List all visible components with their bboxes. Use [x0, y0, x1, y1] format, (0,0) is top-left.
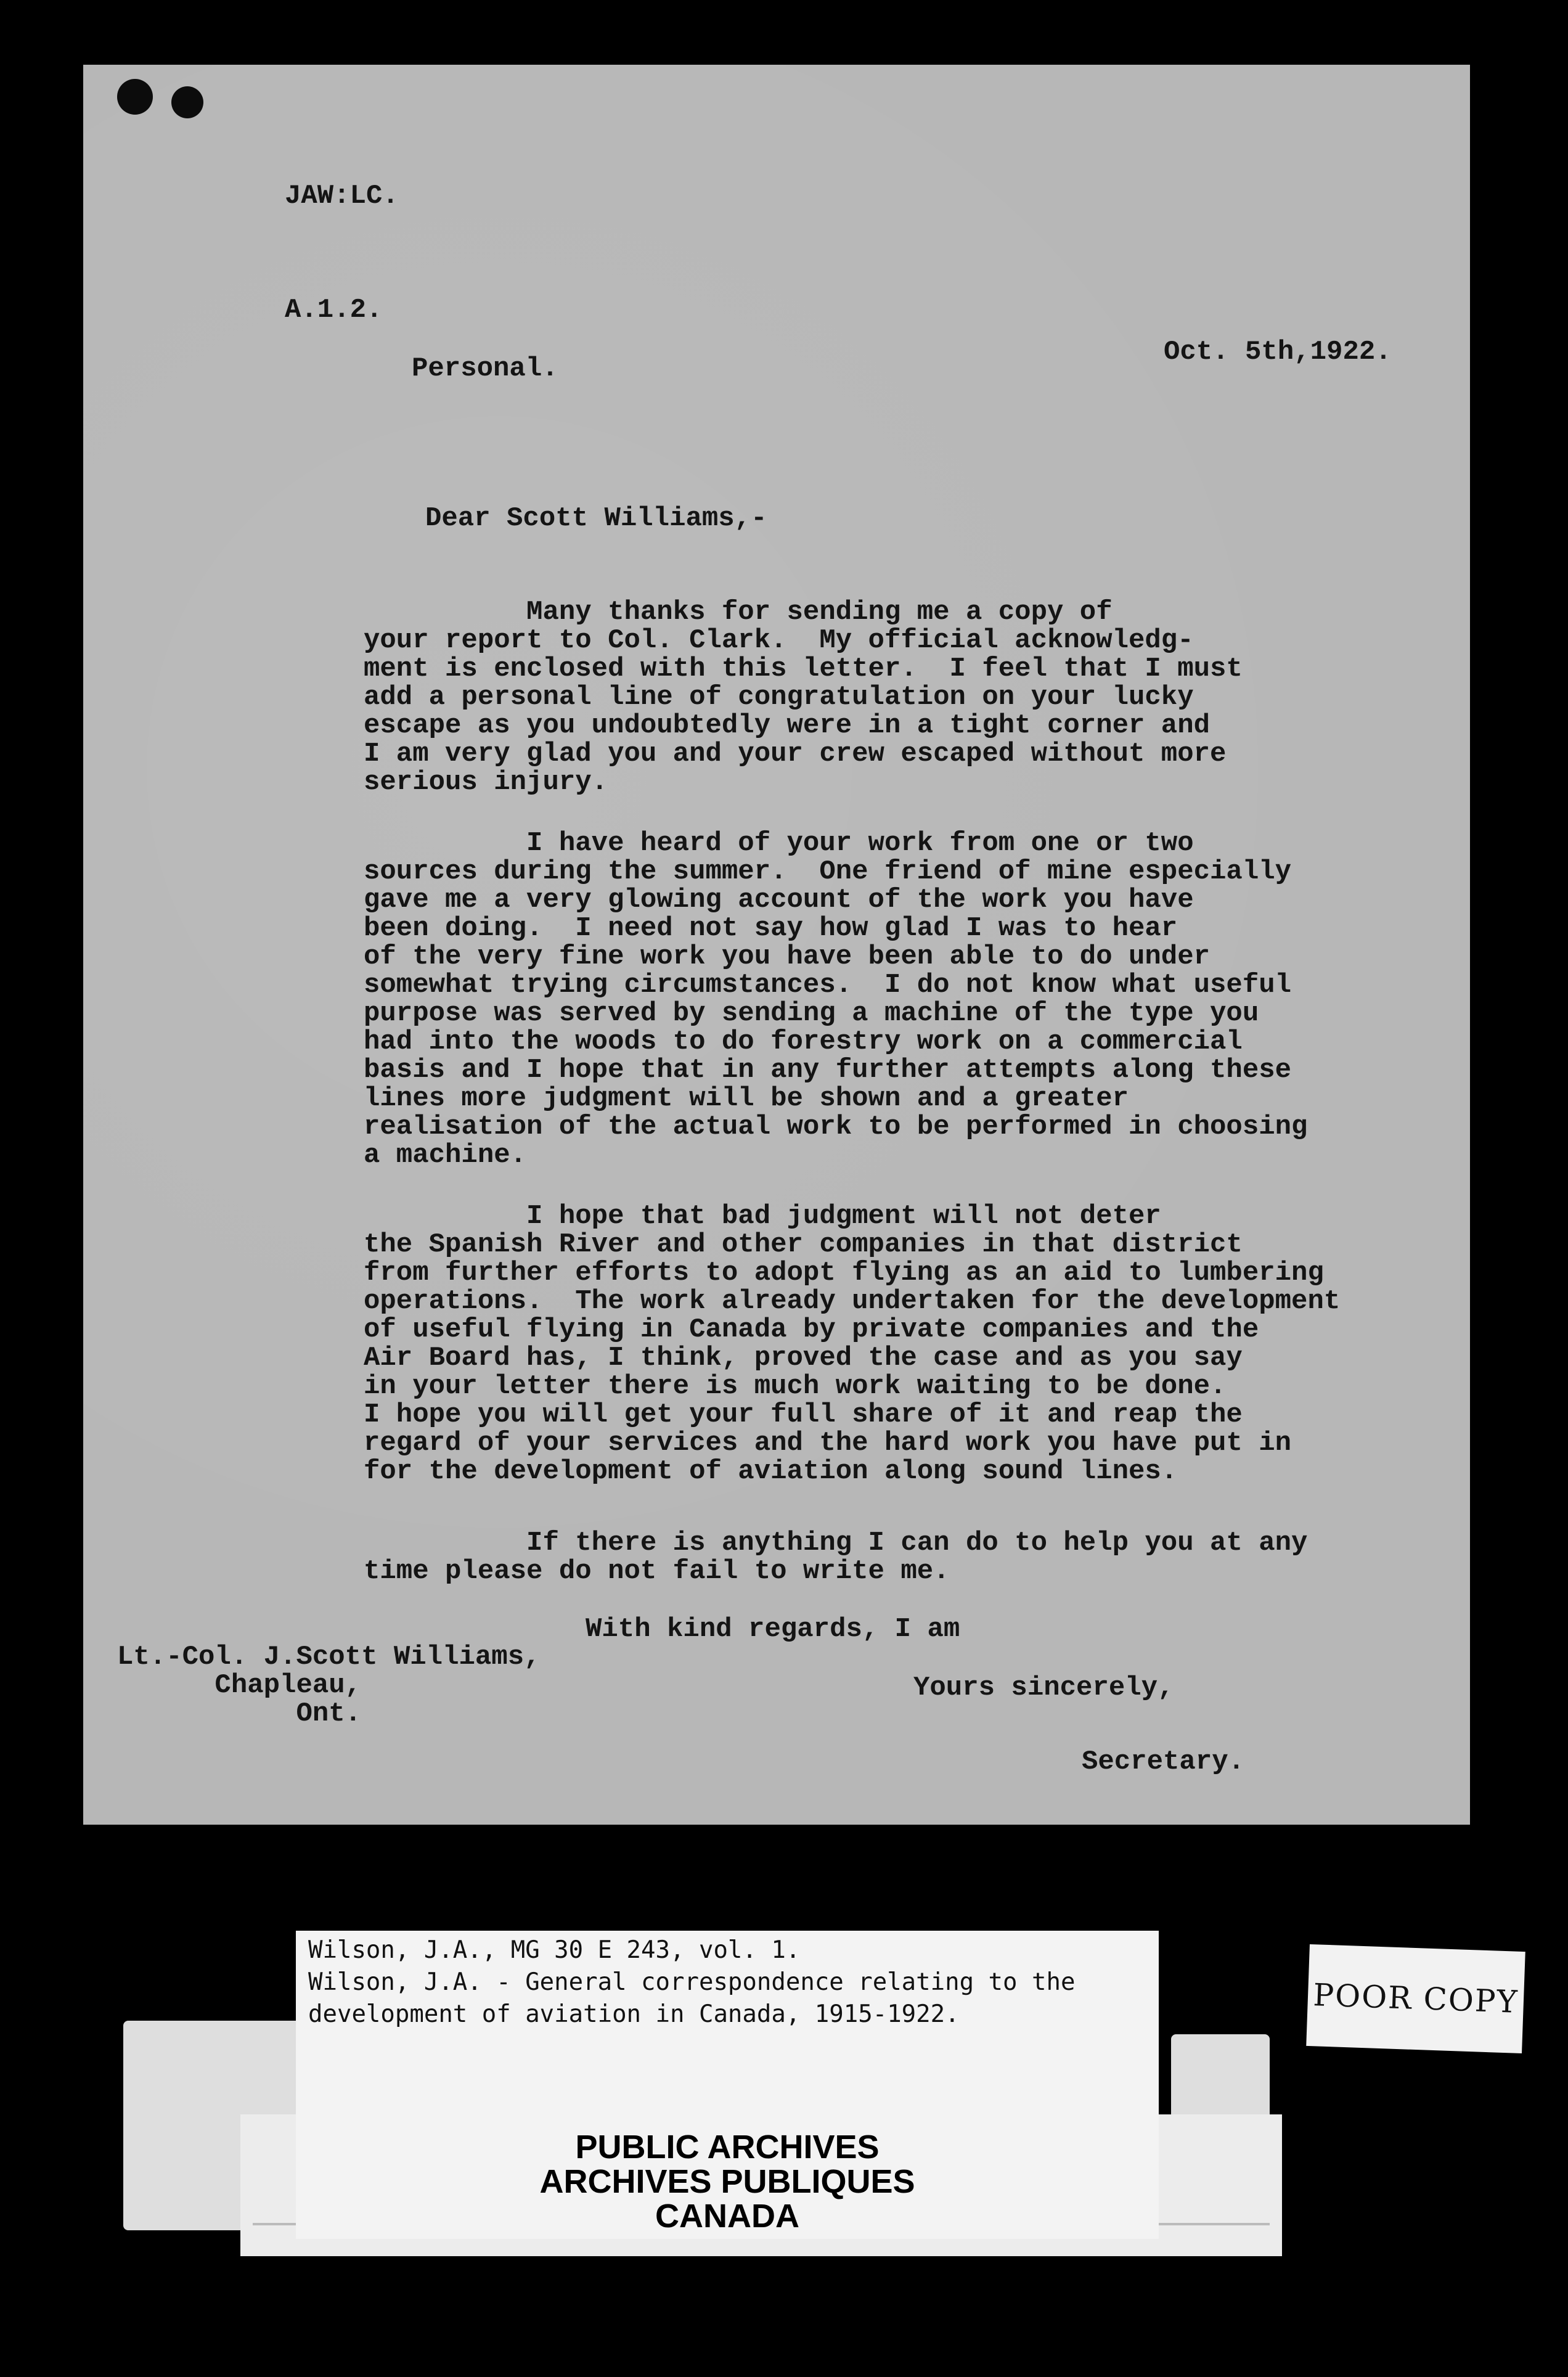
- personal-marking: Personal.: [412, 353, 558, 384]
- regards-line: With kind regards, I am: [586, 1614, 960, 1645]
- stamp-line-country: CANADA: [655, 2198, 799, 2235]
- letter-paragraph-2: I have heard of your work from one or two sources during the summer. One friend of mine especially gave me a very glowing account of the work you have been doing. I need not say how glad I was to hear of the very fine work you have been able to do under somewhat trying circumstances. I do not know what useful purpose was served by sending a machine of the type you had into the woods to do forestry work on a commercial basis and I hope that in any further attempts along these lines more judgment will be shown and a greater realisation of the actual work to be performed in choosing a machine.: [364, 828, 1308, 1171]
- catalog-label-text: Wilson, J.A., MG 30 E 243, vol. 1. Wilson, J.A. - General correspondence relating to the development of aviation in Canada, 1915-1922.: [308, 1936, 1076, 2028]
- letter-paragraph-1: Many thanks for sending me a copy of your report to Col. Clark. My official acknowledg- ment is enclosed with this letter. I feel that I must add a personal line of congratulation on your lucky escape as you undoubtedly were in a tight corner and I am very glad you and your crew escaped without more serious injury.: [364, 597, 1243, 798]
- reference-initials: JAW:LC.: [285, 181, 399, 211]
- letter-paragraph-4: If there is anything I can do to help you at any time please do not fail to write me.: [364, 1528, 1308, 1587]
- stamp-line-english: PUBLIC ARCHIVES: [575, 2129, 880, 2166]
- complimentary-closing: Yours sincerely,: [913, 1672, 1174, 1703]
- punch-hole-icon: [117, 79, 153, 115]
- public-archives-stamp: [296, 2130, 1159, 2233]
- punch-hole-icon: [171, 86, 203, 118]
- stamp-line-french: ARCHIVES PUBLIQUES: [539, 2163, 915, 2200]
- letter-paragraph-3: I hope that bad judgment will not deter the Spanish River and other companies in that district from further efforts to adopt flying as an aid to lumbering operations. The work already undertaken for the development of useful flying in Canada by private companies and the Air Board has, I think, proved the case and as you say in your letter there is much work waiting to be done. I hope you will get your full share of it and reap the regard of your services and the hard work you have put in for the development of aviation along sound lines.: [364, 1201, 1341, 1487]
- file-number: A.1.2.: [285, 295, 383, 325]
- poor-copy-note: POOR COPY: [1306, 1944, 1525, 2053]
- signature-title: Secretary.: [1082, 1746, 1245, 1777]
- letter-date: Oct. 5th,1922.: [1164, 337, 1392, 367]
- addressee-block: Lt.-Col. J.Scott Williams, Chapleau, Ont.: [117, 1642, 541, 1729]
- salutation: Dear Scott Williams,-: [425, 503, 767, 534]
